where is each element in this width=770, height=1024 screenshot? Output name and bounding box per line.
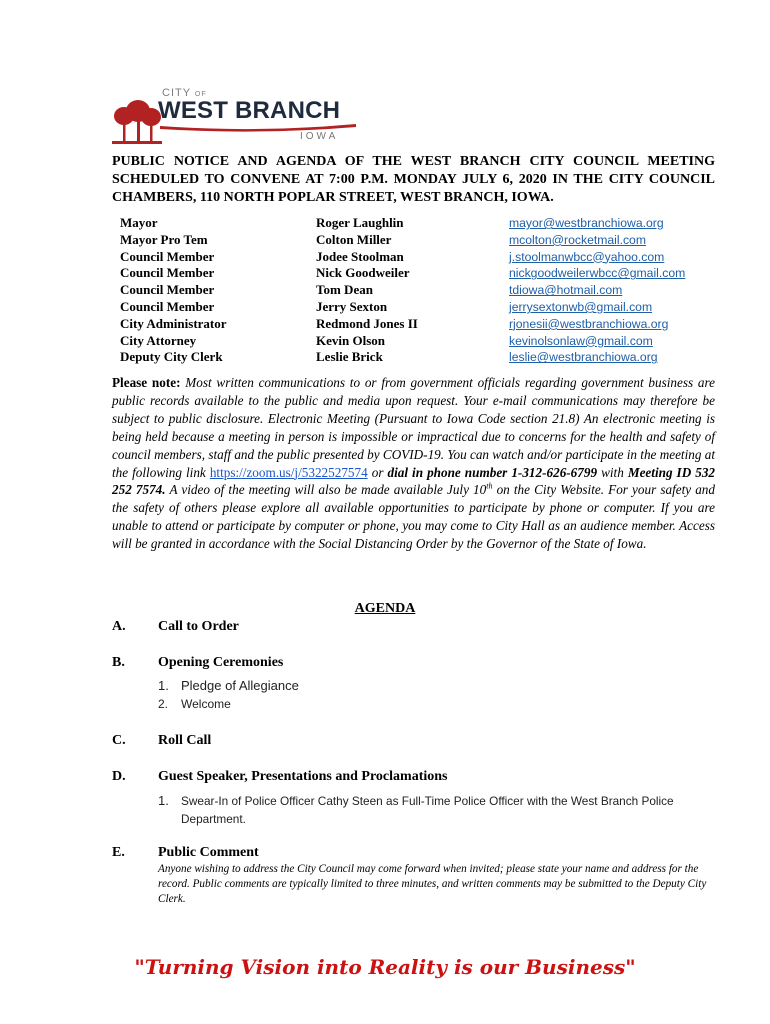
official-email-link[interactable]: nickgoodweilerwbcc@gmail.com [509,266,686,281]
official-role: Council Member [120,265,215,281]
logo-state-text: IOWA [300,131,339,142]
official-role: Council Member [120,282,215,298]
official-role: Mayor Pro Tem [120,231,208,247]
agenda-item-letter: D. [112,769,126,784]
officials-names [316,215,496,366]
please-note-paragraph: Please note: Most written communications to or from government officials regarding government business are public records available to the public and media upon request. Your e-mail communications may therefore be subject to public disclosure. Electronic Meeting (Pursuant to Iowa Code section 21.8) An electronic meeting is being held because a meeting in person is impossible or impractical due to concerns for the health and safety of council members, staff and the public presented by COVID-19. You can watch and/or participate in the meeting at the following link https://zoom.us/j/5322527574 or dial in phone number 1-312-626-6799 with Meeting ID 532 252 7574. A video of the meeting will also be made available July 10th on the City Website. For your safety and the safety of others please explore all available opportunities to participate by phone or computer. If you are unable to attend or participate by computer or phone, you may come to City Hall as an audience member. Access will be granted in accordance with the Social Distancing Order by the Governor of the State of Iowa. [112,375,716,552]
official-role: Deputy City Clerk [120,349,223,365]
meeting-id: Meeting ID 532 252 7574. [112,464,716,498]
agenda-item-letter: A. [112,619,126,634]
official-role: Council Member [120,248,215,264]
official-role: Council Member [120,298,215,314]
city-logo [112,86,362,148]
agenda-item-letter: C. [112,733,126,748]
official-email-link[interactable]: tdiowa@hotmail.com [509,283,623,298]
official-name: Nick Goodweiler [316,265,410,281]
official-role: Mayor [120,215,158,230]
official-name: Tom Dean [316,282,373,298]
agenda-item-title: Public Comment [158,845,259,860]
official-email-link[interactable]: kevinolsonlaw@gmail.com [509,333,653,348]
official-role: City Attorney [120,332,197,348]
officials-emails [509,215,719,366]
official-name: Colton Miller [316,231,392,247]
official-email-link[interactable]: leslie@westbranchiowa.org [509,350,658,365]
public-comment-note: Anyone wishing to address the City Council may come forward when invited; please state your name and address for the record. Public comments are typically limited to three minutes, and written comments may be submitted to the Deputy City Clerk. [158,863,707,905]
agenda-item-title: Opening Ceremonies [158,655,284,670]
official-email-link[interactable]: j.stoolmanwbcc@yahoo.com [509,249,665,264]
official-name: Jodee Stoolman [316,248,404,264]
officials-roles [120,215,310,366]
city-tagline: "Turning Vision into Reality is our Business" [134,955,636,979]
trees-logo-icon [112,98,162,146]
official-email-link[interactable]: mayor@westbranchiowa.org [509,216,664,230]
official-name: Redmond Jones II [316,315,418,331]
agenda-heading: AGENDA [354,601,416,616]
logo-name-text: WEST BRANCH [158,97,341,124]
agenda-item-letter: B. [112,655,125,670]
agenda-item-title: Roll Call [158,733,212,748]
agenda-item-title: Guest Speaker, Presentations and Proclamations [158,769,448,784]
dial-in-number: dial in phone number 1-312-626-6799 [387,464,598,480]
official-email-link[interactable]: mcolton@rocketmail.com [509,232,646,247]
zoom-meeting-link[interactable]: https://zoom.us/j/5322527574 [209,464,368,480]
official-name: Leslie Brick [316,349,383,365]
notice-title: PUBLIC NOTICE AND AGENDA OF THE WEST BRANCH CITY COUNCIL MEETING SCHEDULED TO CONVENE AT 7:00 P.M. MONDAY JULY 6, 2020 IN THE CITY COUNCIL CHAMBERS, 110 NORTH POPLAR STREET, WEST BRANCH, IOWA. [112,154,715,205]
agenda-item-title: Call to Order [158,619,239,634]
agenda-item-letter: E. [112,845,125,860]
official-name: Roger Laughlin [316,215,404,230]
logo-city-text: CITY OF [162,87,207,99]
official-name: Jerry Sexton [316,298,388,314]
official-name: Kevin Olson [316,332,385,348]
official-email-link[interactable]: jerrysextonwb@gmail.com [509,299,653,314]
official-email-link[interactable]: rjonesii@westbranchiowa.org [509,316,669,331]
please-note-label: Please note: [112,375,181,390]
official-role: City Administrator [120,315,227,331]
